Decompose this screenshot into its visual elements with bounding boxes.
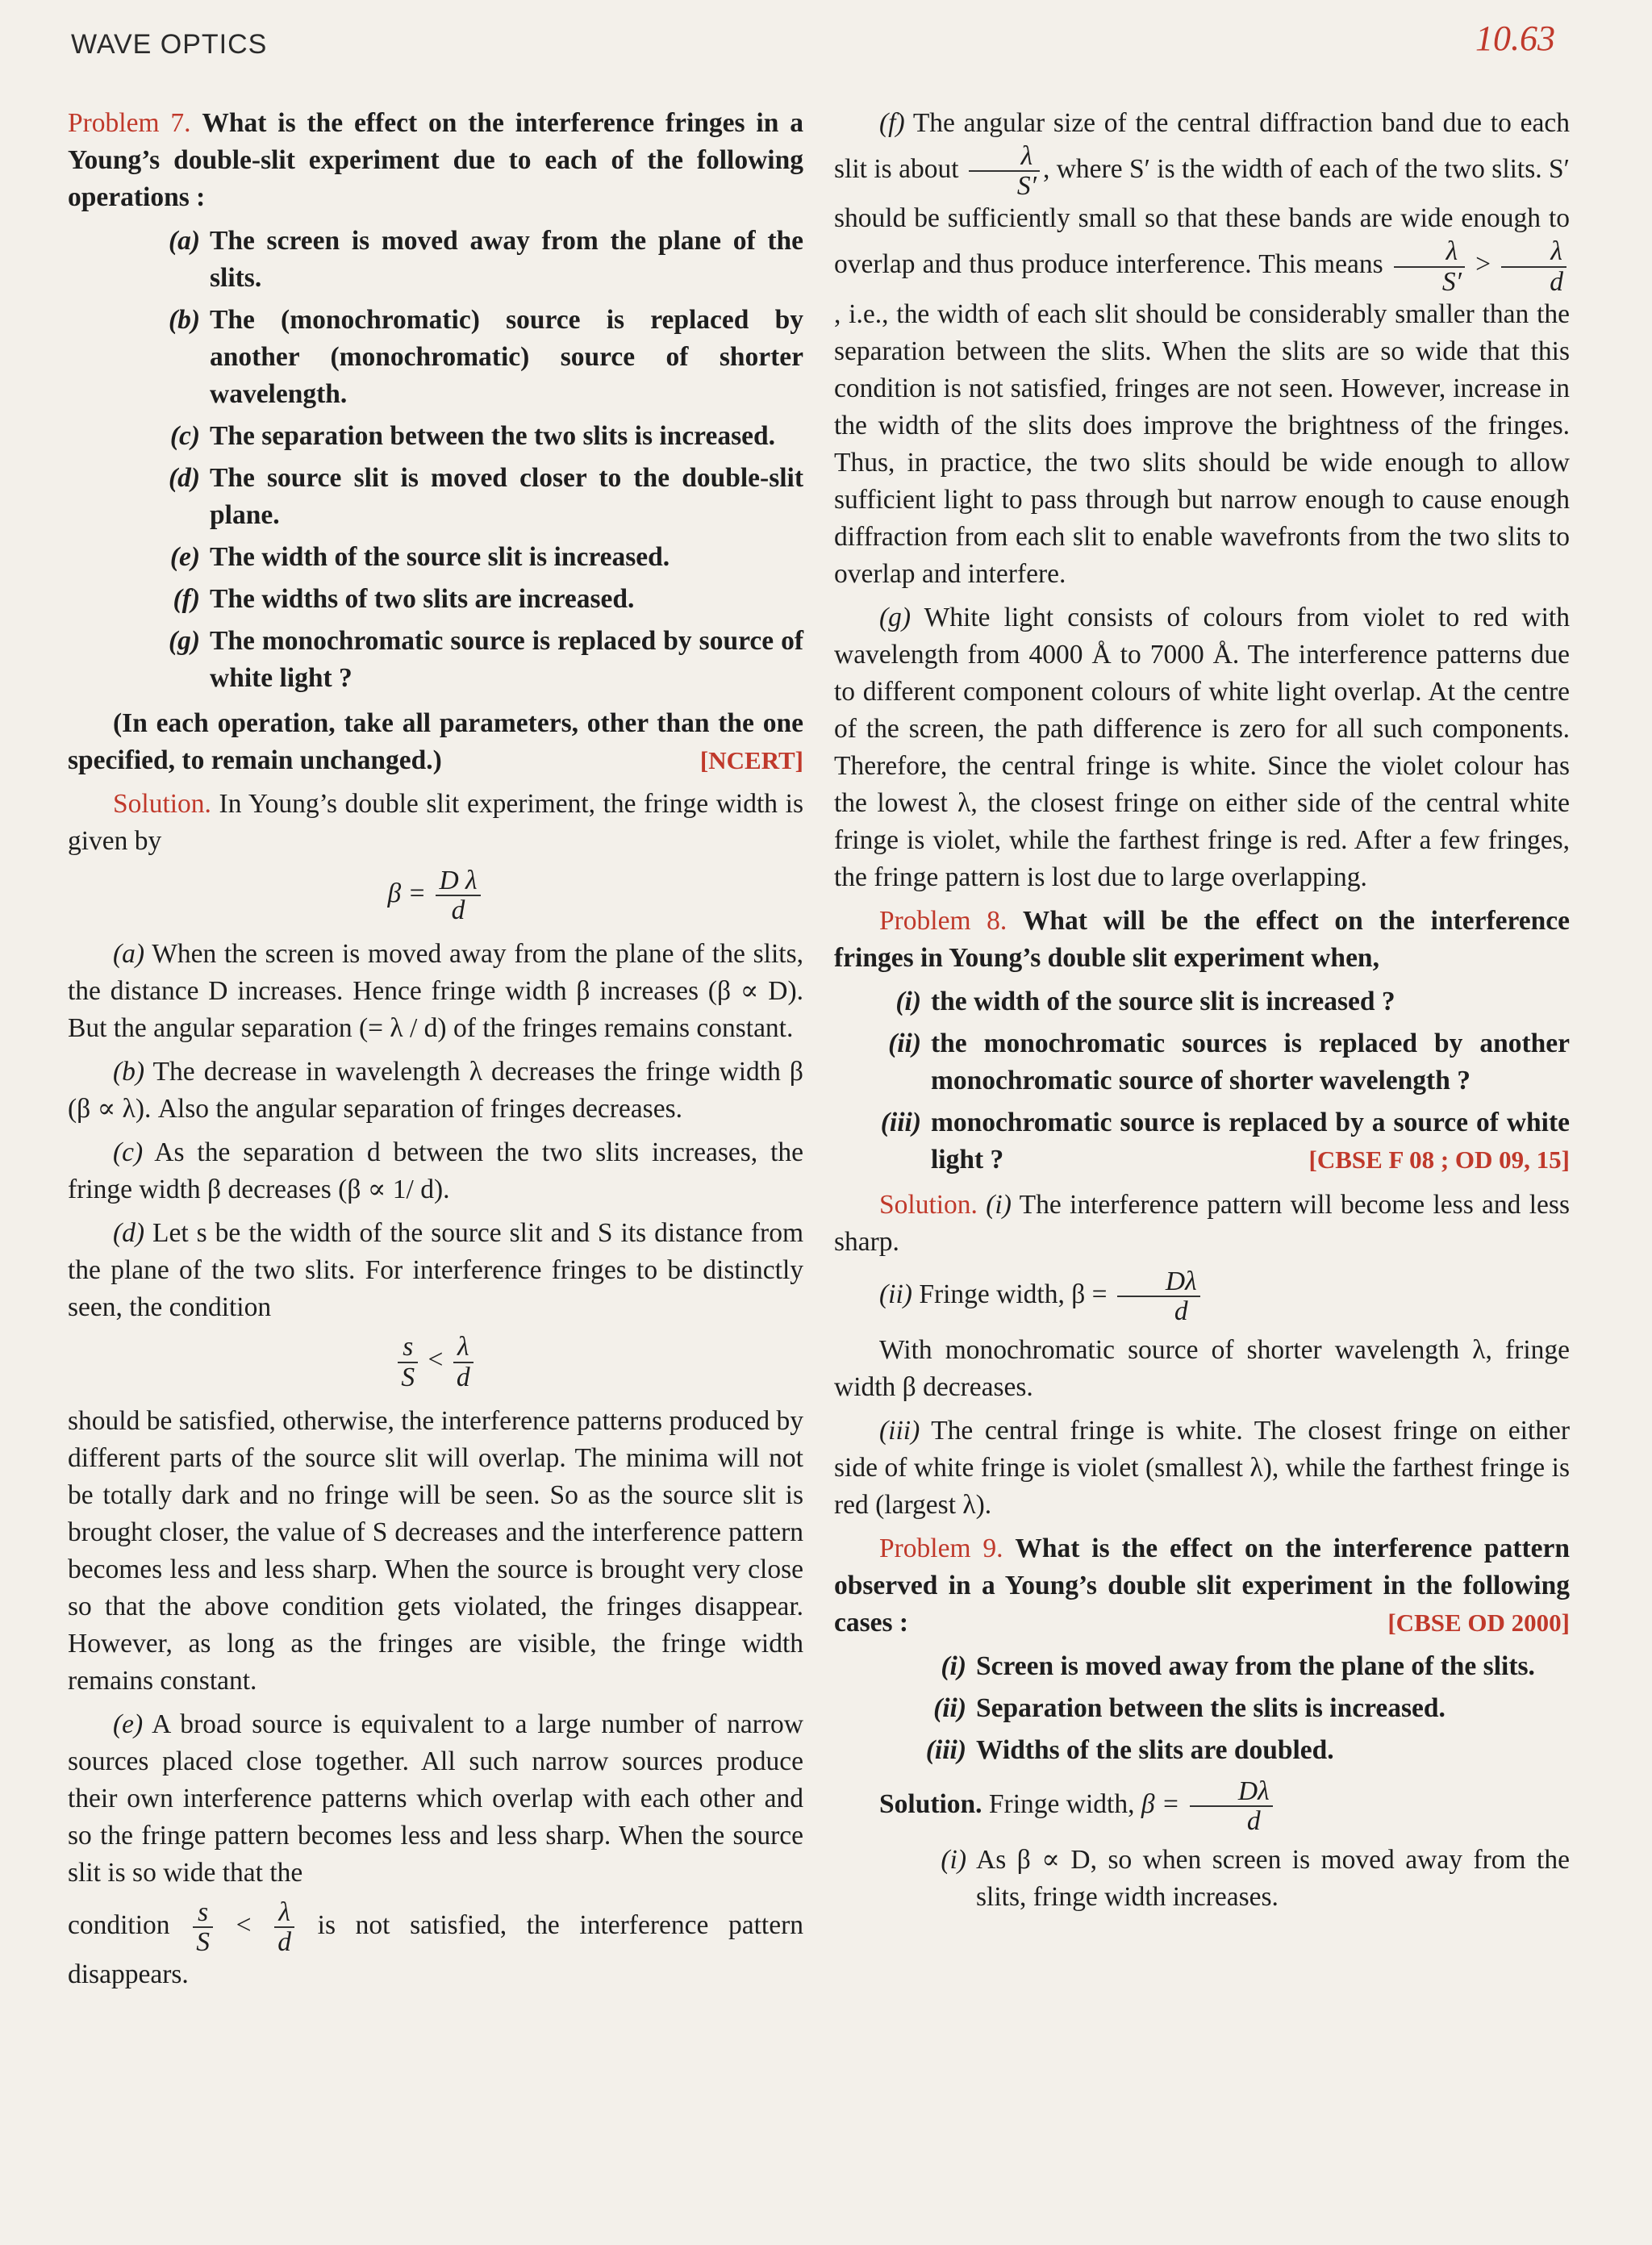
solution-7c: (c) As the separation d between the two slits increases, the fringe width β decreases (β ∝ 1/ d). [68, 1137, 803, 1205]
problem-9-label: Problem 9. [879, 1534, 1003, 1564]
solution-8i: Solution. (i) The interference pattern will become less and less sharp. [834, 1189, 1570, 1257]
list-item: (b) The (monochromatic) source is replaced by another (monochromatic) source of shorter wavelength. [168, 305, 803, 409]
source-condition: $\frac{s}{S}$ < $\frac{\lambda}{d}$ [68, 1333, 803, 1391]
cbse-tag-9: [CBSE OD 2000] [1387, 1609, 1570, 1638]
problem-8-label: Problem 8. [879, 905, 1007, 936]
list-item: (f) The widths of two slits are increased. [173, 584, 635, 614]
problem-9-items [915, 1648, 1570, 1769]
solution-7f: (f) The angular size of the central diffraction band due to each slit is about $\frac{\lambda}{S'}$ , where S′ is the width of each of the two slits. S′ should be sufficiently small so that these bands are wide enough to overlap and thus produce interference. This means $\frac{\lambda}{S'}$ > $\frac{\lambda}{d}$ , i.e., the width of each slit should be considerably smaller than the separation between the slits. When the slits are so wide that this condition is not satisfied, fringes are not seen. However, increase in the width of the slits does improve the brightness of the fringes. Thus, in practice, the two slits should be wide enough to allow sufficient light to pass through but narrow enough to cause enough diffraction from each slit to enable wavefronts from the two slits to overlap and interfere. [834, 108, 1570, 589]
problem-9-question: Problem 9. What is the effect on the interference pattern observed in a Young’s double slit experiment in the following cases : [CBSE OD 2000] [834, 1530, 1570, 1642]
list-item: (ii) Separation between the slits is increased. [933, 1693, 1446, 1724]
solution-8ii: (ii) Fringe width, β = $\frac{D\lambda}{d}$ [834, 1267, 1570, 1325]
solution-label: Solution. [113, 789, 211, 819]
problem-7-question [68, 105, 803, 216]
page-number: 10.63 [1475, 19, 1555, 58]
problem-8-items [870, 983, 1570, 1179]
solution-8ii-cont: With monochromatic source of shorter wavelength λ, fringe width β decreases. [834, 1335, 1570, 1403]
solution-9-items [915, 1842, 1570, 1916]
list-item: (ii) the monochromatic sources is replaced by another monochromatic source of shorter wavelength ? [888, 1028, 1570, 1095]
list-item: (g) The monochromatic source is replaced by source of white light ? [168, 626, 803, 693]
list-item: (d) The source slit is moved closer to the double-slit plane. [168, 463, 803, 530]
list-item: (e) The width of the source slit is increased. [169, 542, 670, 572]
list-item: (i) As β ∝ D, so when screen is moved away from the slits, fringe width increases. [941, 1845, 1570, 1913]
cbse-tag-8: [CBSE F 08 ; OD 09, 15] [1308, 1145, 1570, 1174]
list-item: (a) The screen is moved away from the plane of the slits. [168, 226, 803, 293]
solution-8iii: (iii) The central fringe is white. The closest fringe on either side of white fringe is violet (smallest λ), while the farthest fringe is red (largest λ). [834, 1416, 1570, 1521]
running-header: WAVE OPTICS [71, 29, 268, 60]
solution-7b: (b) The decrease in wavelength λ decreases the fringe width β (β ∝ λ). Also the angular separation of fringes decreases. [68, 1057, 803, 1125]
problem-7-text: What is the effect on the interference fringes in a Young’s double-slit experiment due to each of the following operations : [68, 108, 803, 212]
solution-7e: (e) A broad source is equivalent to a large number of narrow sources placed close together. All such narrow sources produce their own interference patterns which overlap with each other and so the fringe pattern becomes less and less sharp. When the source slit is so wide that the [68, 1709, 803, 1888]
problem-7-label: Problem 7. [68, 108, 191, 138]
list-item: (c) The separation between the two slits is increased. [169, 421, 775, 451]
solution-7-intro: Solution. In Young’s double slit experiment, the fringe width is given by [68, 789, 804, 856]
list-item: (iii) Widths of the slits are doubled. [925, 1735, 1334, 1766]
solution-7e-cont: condition $\frac{s}{S}$ < $\frac{\lambda}{d}$ is not satisfied, the interference pattern disappears. [68, 1897, 804, 1990]
problem-7-note: (In each operation, take all parameters, other than the one specified, to remain unchanged.) [NCERT] [68, 705, 803, 779]
list-item: (i) the width of the source slit is increased ? [895, 986, 1395, 1016]
right-column [834, 105, 1570, 1924]
fringe-width-equation: β = $\frac{\text{D λ}}{d}$ [68, 866, 803, 924]
problem-7-items [148, 223, 803, 697]
solution-9: Solution. Fringe width, β = $\frac{D\lambda}{d}$ [834, 1777, 1570, 1835]
problem-8-question: Problem 8. What will be the effect on the interference fringes in Young’s double slit experiment when, [834, 905, 1570, 973]
solution-7g: (g) White light consists of colours from violet to red with wavelength from 4000 Å to 7000 Å. The interference patterns due to different component colours of white light overlap. At the centre of the screen, the path difference is zero for all such components. Therefore, the central fringe is white. Since the violet colour has the lowest λ, the closest fringe on either side of the central white fringe is violet, while the farthest fringe is red. After a few fringes, the fringe pattern is lost due to large overlapping. [834, 602, 1570, 892]
solution-7d: (d) Let s be the width of the source slit and S its distance from the plane of the two slits. For interference fringes to be distinctly seen, the condition [68, 1218, 804, 1323]
left-column [68, 105, 803, 2000]
ncert-tag: [NCERT] [699, 746, 803, 774]
list-item: (iii) monochromatic source is replaced by a source of white light ? [CBSE F 08 ; OD 09, 15] [870, 1104, 1570, 1179]
solution-7d-cont: should be satisfied, otherwise, the interference patterns produced by different parts of the source slit will overlap. The minima will not be totally dark and no fringe will be seen. So as the source slit is brought closer, the value of S decreases and the interference pattern becomes less and less sharp. When the source is brought very close so that the above condition gets violated, the fringes disappear. However, as long as the fringes are visible, the fringe width remains constant. [68, 1405, 803, 1696]
list-item: (i) Screen is moved away from the plane of the slits. [941, 1651, 1535, 1682]
solution-7a: (a) When the screen is moved away from the plane of the slits, the distance D increases. Hence fringe width β increases (β ∝ D). But the angular separation (= λ / d) of the fringes remains constant. [68, 939, 803, 1044]
